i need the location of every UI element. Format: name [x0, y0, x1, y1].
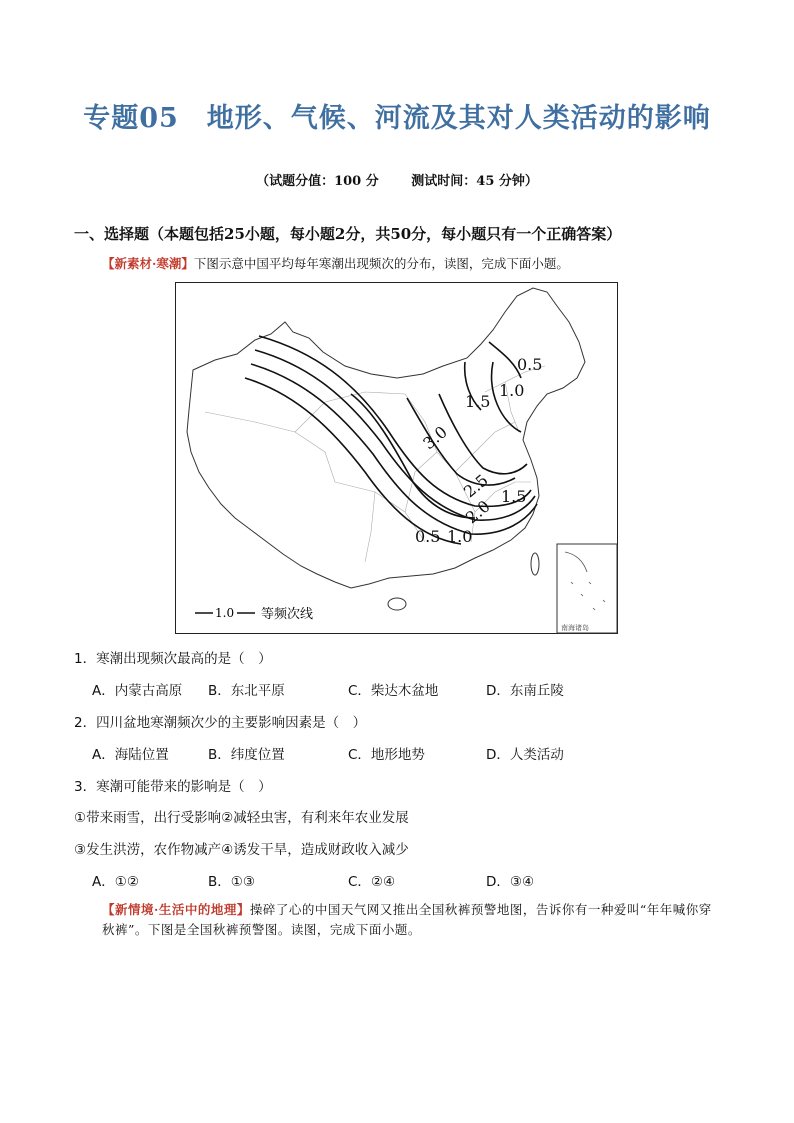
isoline-label: 0.5 [517, 355, 543, 374]
q3-statements-1: ①带来雨雪，出行受影响②减轻虫害，有利来年农业发展 [74, 810, 409, 826]
legend-value: 1.0 [215, 606, 235, 620]
question-1-stem: 1．寒潮出现频次最高的是（ ） [74, 651, 272, 667]
page-title: 专题05 地形、气候、河流及其对人类活动的影响 [83, 103, 711, 134]
section-heading: 一、选择题（本题包括25小题，每小题2分，共50分，每小题只有一个正确答案） [74, 225, 622, 243]
material-text-1: 下图示意中国平均每年寒潮出现频次的分布，读图，完成下面小题。 [193, 256, 569, 271]
isoline-label: 1.0 [447, 527, 473, 546]
material-text-2: 操碎了心的中国天气网又推出全国秋裤预警地图，告诉你有一种爱叫“年年喊你穿秋裤”。下图是全国秋裤预警图。读图，完成下面小题。 [102, 902, 712, 937]
isoline-label: 3.0 [419, 422, 451, 454]
q2-option-d[interactable]: D．人类活动 [486, 747, 564, 763]
q2-option-a[interactable]: A．海陆位置 [92, 747, 169, 763]
isoline-label: 1.0 [499, 381, 525, 400]
isoline-label: 2.0 [462, 496, 494, 528]
question-2-stem: 2．四川盆地寒潮频次少的主要影响因素是（ ） [74, 715, 367, 731]
inset-label: 南海诸岛 [561, 624, 589, 632]
isoline-label: 0.5 [415, 527, 441, 546]
isoline-label: 1.5 [465, 392, 491, 411]
material-tag-2: 【新情境·生活中的地理】 [102, 902, 250, 917]
q3-option-a[interactable]: A．①② [92, 874, 139, 890]
q1-option-d[interactable]: D．东南丘陵 [486, 683, 564, 699]
q1-option-c[interactable]: C．柴达木盆地 [348, 683, 439, 699]
isoline-label: 1.5 [501, 487, 527, 506]
isoline-label: 2.5 [460, 470, 492, 502]
material-intro-2 [102, 900, 722, 940]
question-3-stem: 3．寒潮可能带来的影响是（ ） [74, 779, 272, 795]
q2-option-b[interactable]: B．纬度位置 [208, 747, 285, 763]
cold-wave-map [175, 282, 618, 634]
q1-option-a[interactable]: A．内蒙古高原 [92, 683, 183, 699]
q3-option-c[interactable]: C．②④ [348, 874, 396, 890]
score-info: （试题分值：100 分 [256, 174, 379, 189]
south-china-sea-inset [557, 544, 617, 633]
exam-info [0, 170, 794, 189]
q3-statements-2: ③发生洪涝，农作物减产④诱发干旱，造成财政收入减少 [74, 842, 409, 858]
q1-option-b[interactable]: B．东北平原 [208, 683, 285, 699]
q3-option-d[interactable]: D．③④ [486, 874, 535, 890]
material-tag-1: 【新素材·寒潮】 [102, 256, 194, 271]
q2-option-c[interactable]: C．地形地势 [348, 747, 425, 763]
q3-option-b[interactable]: B．①③ [208, 874, 255, 890]
legend-label: 等频次线 [261, 607, 314, 622]
material-intro-1 [102, 254, 569, 274]
time-info: 测试时间：45 分钟） [411, 174, 538, 189]
